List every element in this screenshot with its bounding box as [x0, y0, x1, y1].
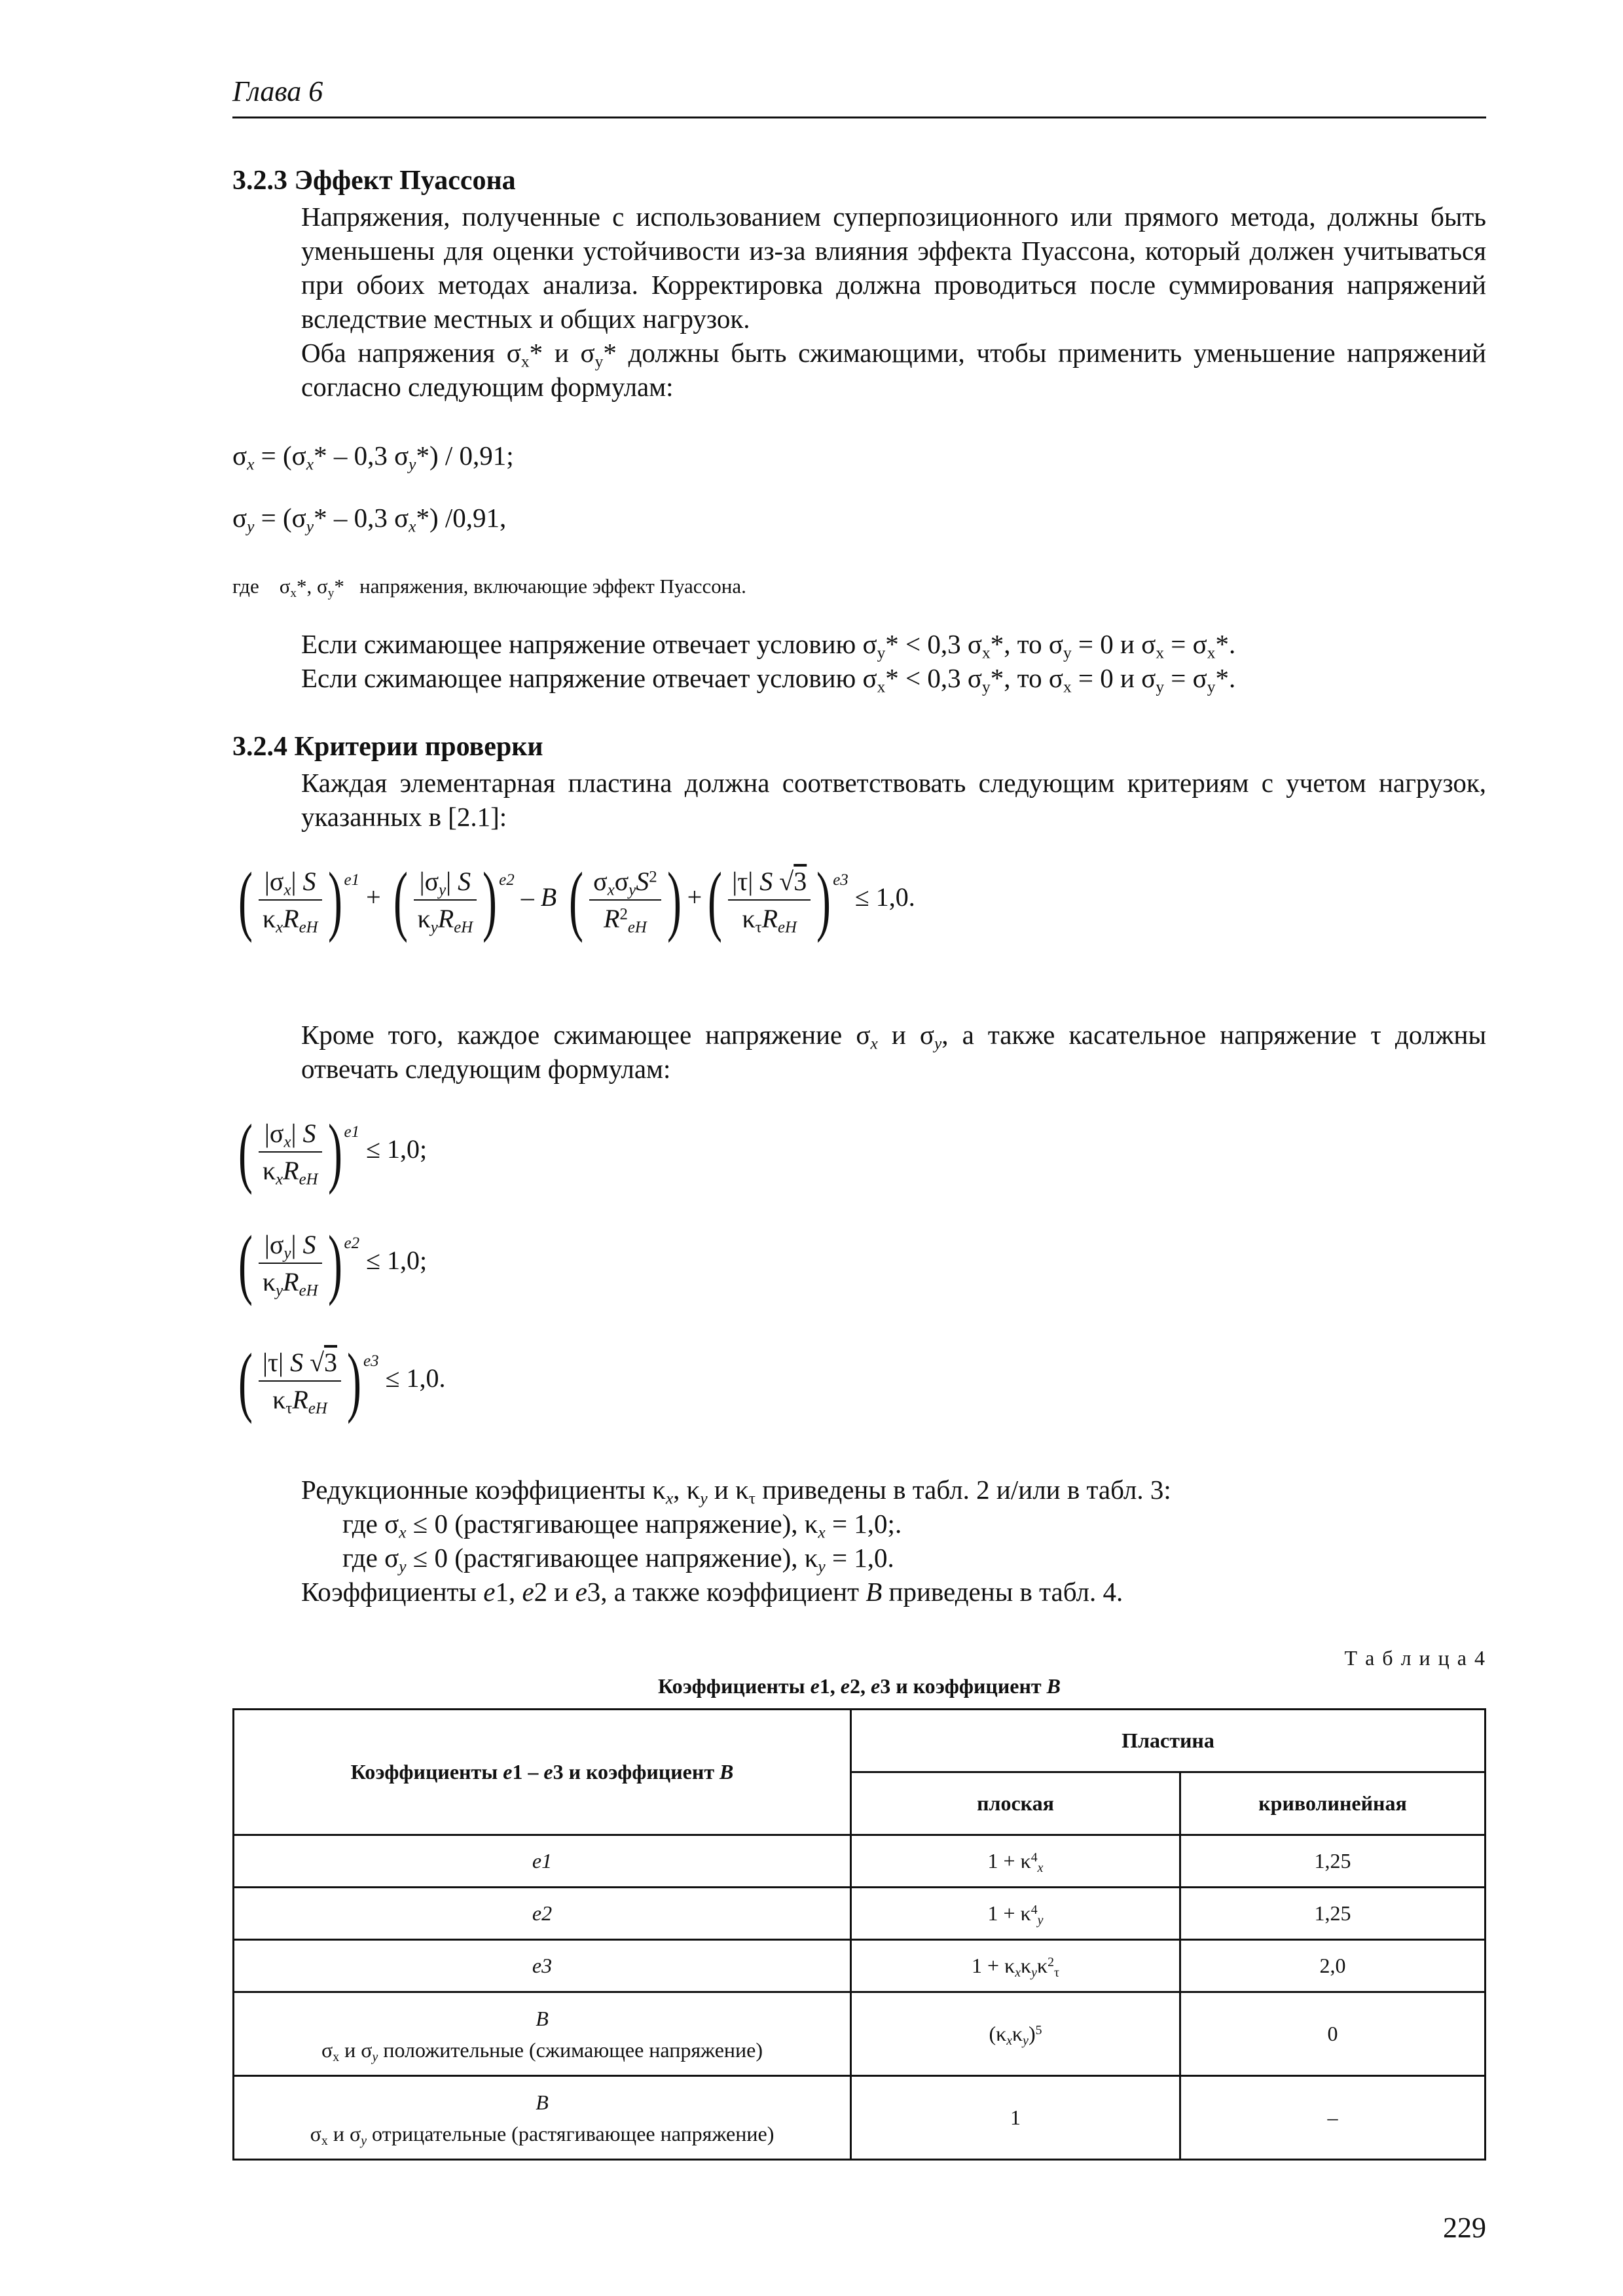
table-row: [234, 1888, 1486, 1940]
section-title-3-2-3: 3.2.3 Эффект Пуассона: [232, 166, 516, 196]
coefficients-reference-line: Коэффициенты e1, e2 и e3, а также коэффициент B приведены в табл. 4.: [301, 1577, 1123, 1607]
section-title-3-2-4: 3.2.4 Критерии проверки: [232, 732, 543, 762]
row-curved: –: [1180, 2076, 1486, 2160]
formula-sigma-y: $\sigma_y = (\sigma_y* - 0,3$ $\sigma_x*$) /0,91,: [232, 503, 507, 536]
row-name: e2: [234, 1888, 851, 1940]
where-sigma-y-line: где $\sigma_y \le 0$ (растягивающее напряжение), $\kappa_y = 1,0$.: [342, 1543, 894, 1576]
header-flat: плоская: [851, 1772, 1180, 1835]
row-name: B $\sigma_x$ и $\sigma_y$ отрицательные (растягивающее напряжение): [234, 2076, 851, 2160]
table-caption: Коэффициенты e1, e2, e3 и коэффициент B: [658, 1674, 1061, 1698]
row-flat: $1 + \kappa^4_y$: [851, 1888, 1180, 1940]
formula-sigma-x: $\sigma_x = (\sigma_x* - 0,3$ $\sigma_y*) / 0,91$;: [232, 440, 514, 474]
chapter-label: Глава 6: [232, 75, 323, 107]
table-label: Т а б л и ц а 4: [1344, 1646, 1486, 1670]
table-row: [234, 1940, 1486, 1992]
where-note: где $\sigma_x*$, $\sigma_y*$ напряжения, включающие эффект Пуассона.: [232, 575, 746, 600]
paragraph-criteria-intro: Каждая элементарная пластина должна соответствовать следующим критериям с учетом нагрузок, указанных в [2.1]:: [301, 768, 1486, 832]
page: [232, 72, 1486, 2251]
coefficients-table: [232, 1708, 1486, 2161]
page-number: 229: [1443, 2212, 1486, 2244]
paragraph-poisson-intro: Напряжения, полученные с использованием суперпозиционного или прямого метода, должны быть уменьшены для оценки устойчивости из-за влияния эффекта Пуассона, который должен учитываться при обоих методах анализа. Корректировка должна проводиться после суммирования напряжений вследствие местных и общих нагрузок.: [301, 202, 1486, 334]
table-row: [234, 2076, 1486, 2160]
table-row: [234, 1992, 1486, 2076]
condition-line-1: Если сжимающее напряжение отвечает условию $\sigma_y* < 0,3$ $\sigma_x*$, то $\sigma_y = 0$ и $\sigma_x = \sigma_x*$.: [301, 629, 1236, 662]
table-header-row: [234, 1710, 1486, 1772]
row-name: e1: [234, 1835, 851, 1888]
formula-criterion-tau: ( $\frac{|\tau| S √3}{\kappa_\tau R_{eH}}$ ) $^{e3}$ ≤ 1,0.: [238, 1337, 446, 1424]
formula-criterion-y: ( $\frac{|\sigma_y| S}{\kappa_yR_{eH}}$ ) $^{e2}$ ≤ 1,0;: [238, 1219, 428, 1306]
row-flat: $1 + \kappa^4_x$: [851, 1835, 1180, 1888]
row-name: e3: [234, 1940, 851, 1992]
header-curved: криволинейная: [1180, 1772, 1486, 1835]
running-header: [232, 72, 1486, 118]
row-flat: $1 + \kappa_x\kappa_y\kappa^2_\tau$: [851, 1940, 1180, 1992]
formula-main-criterion: ( $\frac{|\sigma_x| S}{\kappa_xR_{eH}}$ ) $^{e1}$ + ( $\frac{|\sigma_y| S}{\kappa_yR_{eH}}$ ) $^{e2}$ – B ( $\frac{\sigma_x\sigma_yS^2}{R^2_{eH}}$ ) +( $\frac{|\tau| S √3}{\kappa_\tau R_{eH}}$ ) $^{e3}$ ≤ 1,0.: [238, 856, 915, 943]
row-flat: $(\kappa_x\kappa_y)^5$: [851, 1992, 1180, 2076]
paragraph-compressive-condition: Оба напряжения $\sigma_x*$ и $\sigma_y*$ должны быть сжимающими, чтобы применить уменьшение напряжений согласно следующим формулам:: [301, 338, 1486, 402]
row-curved: 2,0: [1180, 1940, 1486, 1992]
header-coefficients: Коэффициенты e1 – e3 и коэффициент B: [234, 1710, 851, 1835]
reduction-coefficients-line: Редукционные коэффициенты $\kappa_x$, $\kappa_y$ и $\kappa_\tau$ приведены в табл. 2 и/или в табл. 3:: [301, 1475, 1171, 1508]
where-sigma-x-line: где $\sigma_x \le 0$ (растягивающее напряжение), $\kappa_x = 1,0$;.: [342, 1509, 902, 1542]
condition-line-2: Если сжимающее напряжение отвечает условию $\sigma_x* < 0,3$ $\sigma_y*$, то $\sigma_x = 0$ и $\sigma_y = \sigma_y*$.: [301, 663, 1236, 696]
row-name: B $\sigma_x$ и $\sigma_y$ положительные (сжимающее напряжение): [234, 1992, 851, 2076]
paragraph-individual-criteria: Кроме того, каждое сжимающее напряжение $\sigma_x$ и $\sigma_y$, а также касательное напряжение τ должны отвечать следующим формулам:: [301, 1020, 1487, 1084]
table-row: [234, 1835, 1486, 1888]
formula-criterion-x: ( $\frac{|\sigma_x| S}{\kappa_xR_{eH}}$ ) $^{e1}$ ≤ 1,0;: [238, 1108, 428, 1195]
row-curved: 0: [1180, 1992, 1486, 2076]
header-plate: Пластина: [851, 1710, 1486, 1772]
row-curved: 1,25: [1180, 1888, 1486, 1940]
row-curved: 1,25: [1180, 1835, 1486, 1888]
row-flat: 1: [851, 2076, 1180, 2160]
